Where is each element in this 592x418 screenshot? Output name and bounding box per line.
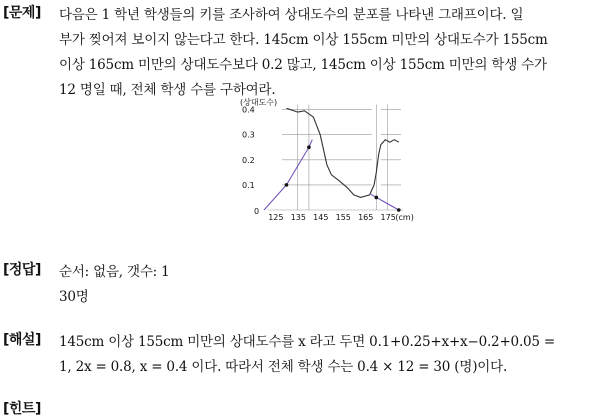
data-point-4: [397, 208, 401, 212]
answer-line-2: 30명: [59, 289, 89, 305]
answer-line-1: 순서: 없음, 갯수: 1: [59, 264, 170, 280]
explanation-line-2: 1, 2x = 0.8, x = 0.4 이다. 따라서 전체 학생 수는 0.4 × 12 = 30 (명)이다.: [59, 359, 508, 375]
x-tick-label-5: 175: [380, 213, 396, 222]
explanation-line-1: 145cm 이상 155cm 미만의 상대도수를 x 라고 두면 0.1+0.25+x+x−0.2+0.05 =: [59, 334, 556, 350]
hint-label: [힌트]: [3, 401, 41, 417]
y-tick-label-3: 0.4: [242, 105, 255, 115]
grid-lines: [268, 105, 403, 210]
torn-curve: [287, 108, 399, 197]
problem-line-1: 다음은 1 학년 학생들의 키를 조사하여 상대도수의 분포를 나타낸 그래프이다. 일: [59, 7, 524, 23]
problem-line-2: 부가 찢어져 보이지 않는다고 한다. 145cm 이상 155cm 미만의 상대도수가 155cm: [59, 32, 548, 48]
chart-svg: [228, 95, 418, 225]
x-tick-label-4: 165: [358, 213, 374, 222]
y-tick-label-2: 0.3: [242, 130, 255, 140]
x-tick-label-1: 135: [290, 213, 306, 222]
explanation-label: [해설]: [3, 332, 41, 348]
problem-label: [문제]: [3, 5, 41, 21]
data-point-2: [307, 145, 311, 149]
torn-edge: [287, 108, 399, 197]
origin-label: 0: [254, 207, 260, 216]
y-axis-label: (상대도수): [240, 98, 278, 107]
x-tick-label-0: 125: [268, 213, 284, 222]
x-tick-label-3: 155: [335, 213, 351, 222]
y-tick-label-0: 0.1: [242, 180, 255, 190]
data-point-1: [285, 183, 289, 187]
data-point-3: [375, 196, 379, 200]
x-axis-label: (cm): [395, 213, 414, 222]
answer-label: [정답]: [3, 262, 41, 278]
relative-frequency-graph: [228, 95, 418, 229]
problem-line-3: 이상 165cm 미만의 상대도수보다 0.2 많고, 145cm 이상 155cm 미만의 학생 수가: [59, 57, 547, 73]
problem-line-4: 12 명일 때, 전체 학생 수를 구하여라.: [59, 82, 276, 98]
x-tick-label-2: 145: [313, 213, 329, 222]
polygon-segment-1: [264, 185, 286, 210]
y-tick-label-1: 0.2: [242, 155, 255, 165]
